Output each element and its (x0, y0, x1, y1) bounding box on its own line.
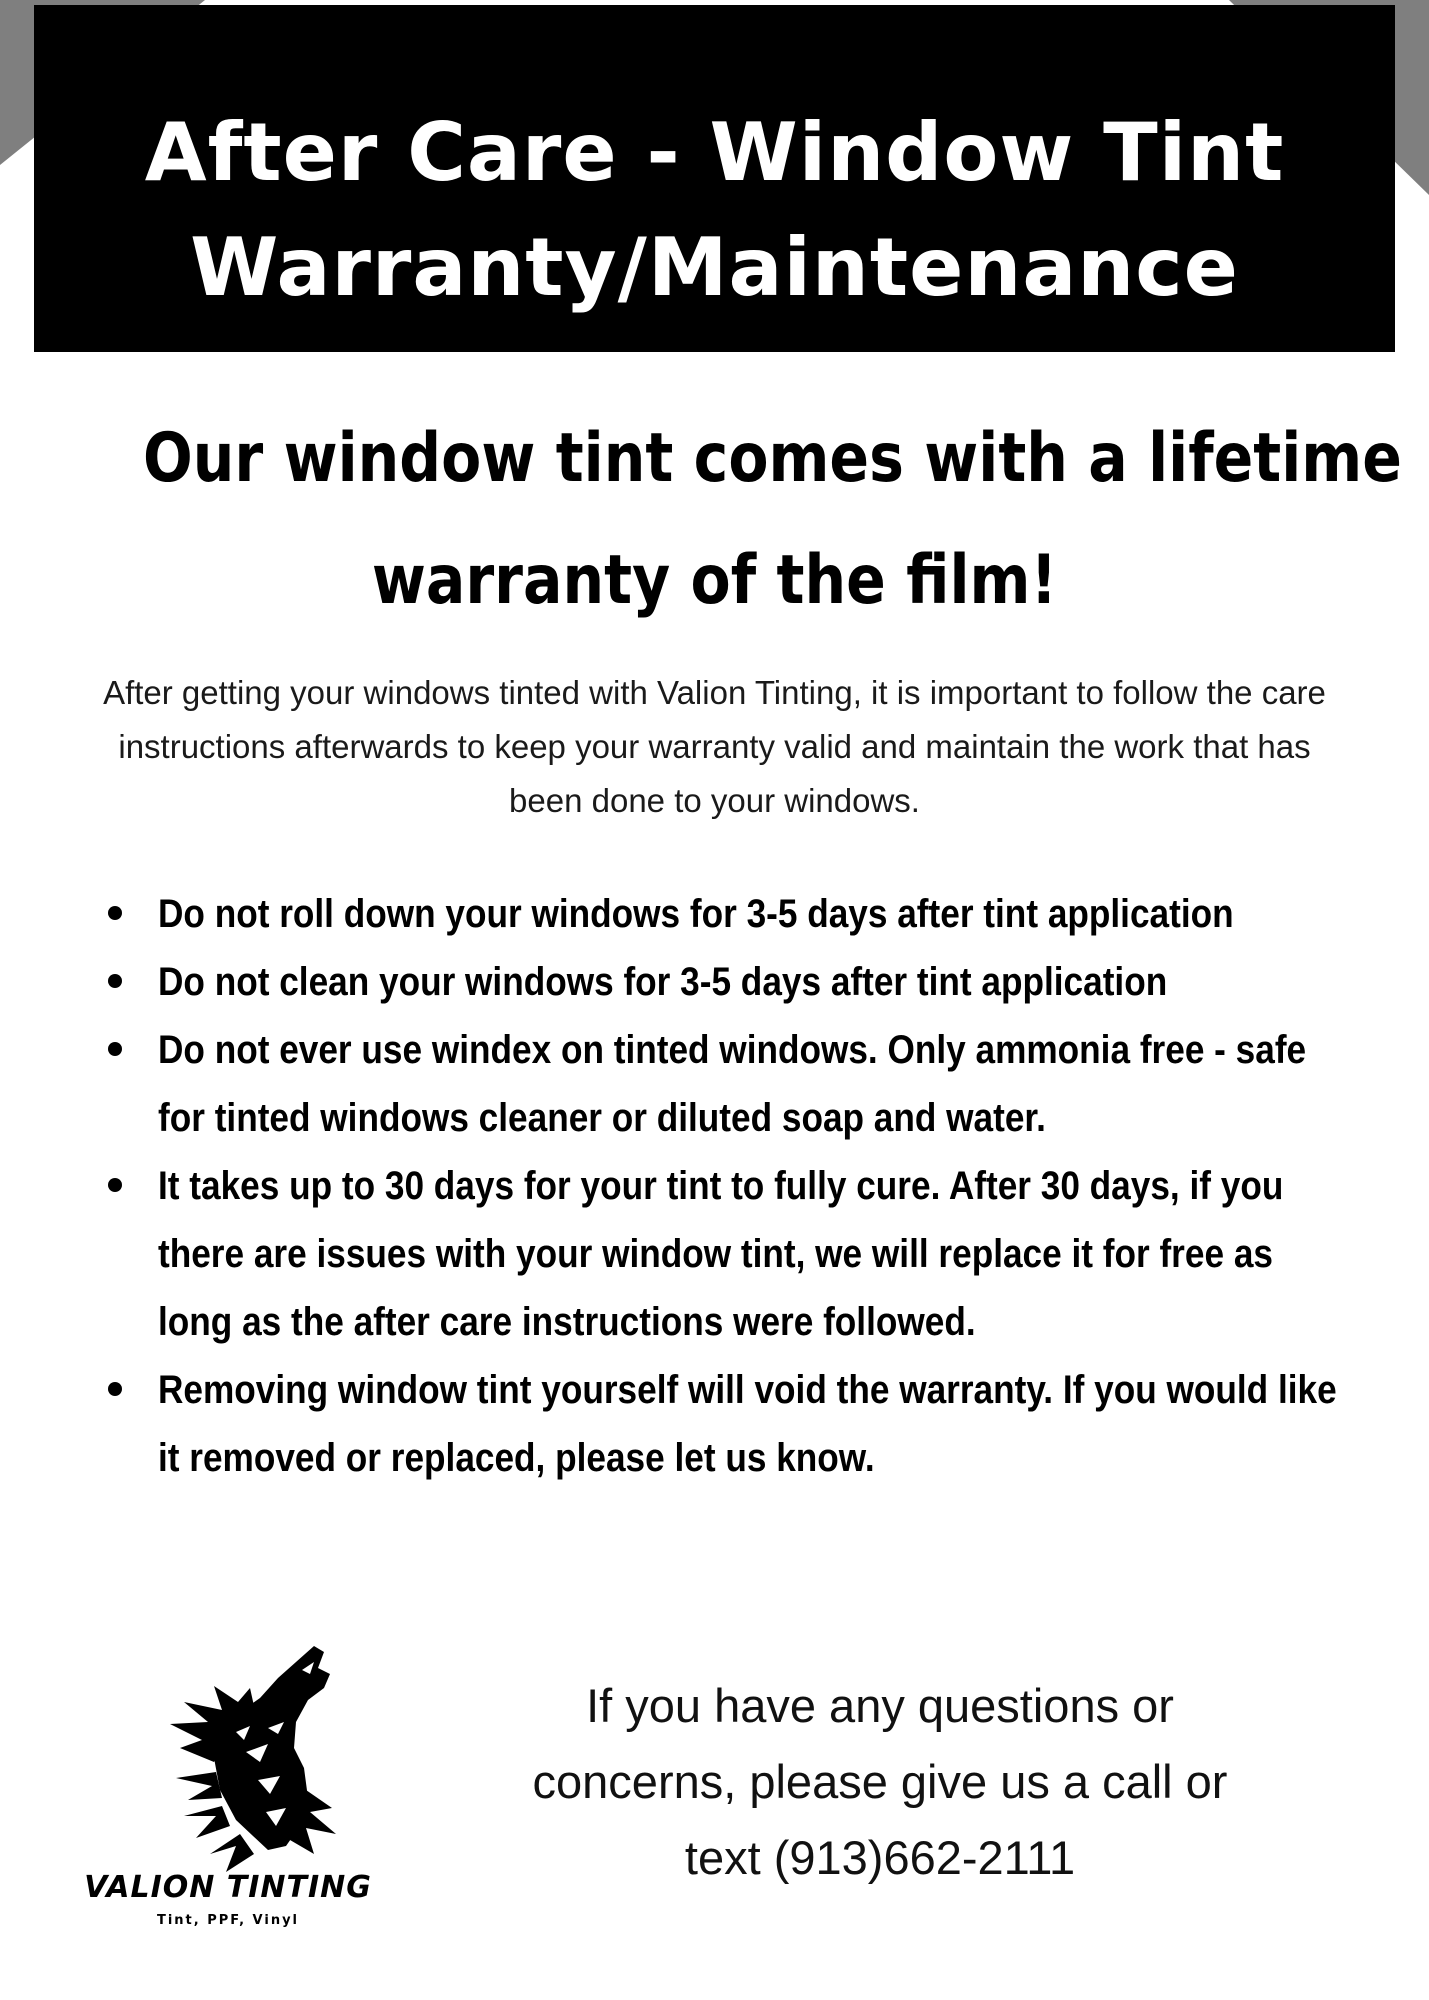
page-title-line-1: After Care - Window Tint (144, 106, 1285, 199)
bullet-icon (108, 1382, 122, 1396)
warranty-headline (143, 398, 1402, 642)
logo-name: VALION TINTING (84, 1870, 372, 1905)
care-instruction-text: Do not roll down your windows for 3-5 days after tint application (158, 892, 1234, 936)
bullet-icon (108, 974, 122, 988)
care-instruction-text: Do not ever use windex on tinted windows. Only ammonia free - safe for tinted windows cleaner or diluted soap and water. (158, 1028, 1307, 1140)
care-instructions-list (108, 880, 1358, 1492)
warranty-headline-line-2: warranty of the film! (371, 541, 1058, 620)
page-title (34, 95, 1395, 325)
contact-line-1: If you have any questions or (586, 1679, 1174, 1732)
care-instruction-text: Removing window tint yourself will void the warranty. If you would like it removed or replaced, please let us know. (158, 1368, 1337, 1480)
logo-tagline: Tint, PPF, Vinyl (156, 1913, 300, 1928)
howling-wolf-icon (118, 1640, 358, 1880)
care-instruction-text: It takes up to 30 days for your tint to fully cure. After 30 days, if you there are issues with your window tint, we will replace it for free as long as the after care instructions were followed. (158, 1164, 1284, 1344)
warranty-headline-line-1: Our window tint comes with a lifetime (143, 419, 1402, 498)
contact-line-2: concerns, please give us a call or (532, 1755, 1228, 1808)
care-instruction-item (108, 880, 1358, 948)
bullet-icon (108, 906, 122, 920)
company-logo (78, 1640, 378, 1950)
care-instruction-item (108, 1152, 1358, 1356)
contact-info (460, 1668, 1300, 1896)
intro-paragraph: After getting your windows tinted with Valion Tinting, it is important to follow the care instructions afterwards to keep your warranty valid and maintain the work that has been done to your windows. (103, 674, 1326, 819)
care-instruction-item (108, 948, 1358, 1016)
care-instruction-item (108, 1016, 1358, 1152)
contact-line-3: text (913)662-2111 (684, 1831, 1076, 1884)
bullet-icon (108, 1042, 122, 1056)
page-title-line-2: Warranty/Maintenance (190, 221, 1239, 314)
bullet-icon (108, 1178, 122, 1192)
care-instruction-text: Do not clean your windows for 3-5 days after tint application (158, 960, 1168, 1004)
care-instruction-item (108, 1356, 1358, 1492)
